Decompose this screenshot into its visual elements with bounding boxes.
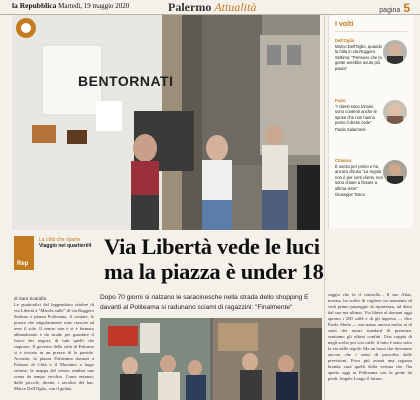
- section-title: [168, 0, 256, 15]
- rep-badge-label: Rep: [17, 261, 29, 267]
- sidebar-item-name: Chianca: [335, 158, 352, 163]
- kicker: [39, 237, 97, 249]
- sidebar-item-text: [335, 38, 383, 71]
- article-subheadline: Dopo 70 giorni si rialzano le saracinesche nella strada dello shopping E davanti al Politeama si radunano sciami di ragazzini: "Finalmente": [100, 294, 309, 311]
- page-number-value: 5: [403, 1, 410, 15]
- rep-badge: [14, 236, 34, 270]
- column-divider: [324, 15, 325, 400]
- masthead-title: la Repubblica: [12, 1, 57, 10]
- article-photos: [100, 318, 322, 400]
- sidebar-item-fazio: [329, 94, 413, 154]
- article-headline: Via Libertà vede le luci ma la piazza è under 18: [104, 234, 324, 284]
- sidebar-title: I volti: [335, 21, 407, 32]
- sidebar-item-name: Dell'Oglio: [335, 38, 355, 43]
- kicker-episode: Viaggio nei quartieri/4: [39, 243, 92, 249]
- sidebar-item-quote: È uscito per primo e ha ancora chiuso "La regola non è per certi clienti, non sono chiare a fissare a ultima vista": [335, 163, 383, 191]
- page-number: [379, 1, 410, 15]
- sidebar-item-text: [335, 158, 383, 198]
- sidebar-item-quote: Marco Dell'Oglio, quando la folla in via Ruggero Settimo: "Pensavo che la gente avrebbe avuto più paura": [335, 43, 382, 71]
- sidebar-item-chianca: [329, 154, 413, 214]
- hero-photo-scene: [12, 15, 320, 230]
- shop-sign-text: BENTORNATI: [78, 73, 174, 89]
- hero-photo: [12, 15, 320, 230]
- article-body-left: Le quattordici del leggendario ottobre di via Libertà a "Marchi sulle" di via Ruggero Settimo e piazza Politeama. A contare, le piazze che singolarmente sono riuscite ad aver il sole. Il centro non è si è fermato abbandonato e da strade per guardare il fuoco dei negozi, di tutti quelli che riaprono. Il governo della città di Palermo si è trovato in un prezzo di la preside. Accanto, la piazza Politeama davanti a Palazzo di Città e il Massimo a largo vetrine: la mappa del centro sembra una scena da tempo vecchio. Come entrano, dalle piccole, dirette, i tavolini del bar: Marco Dell'Oglio, con il gelato.: [14, 302, 94, 391]
- portrait-photo: [383, 40, 407, 64]
- portrait-photo: [383, 160, 407, 184]
- article-body-right: saggio che fa il controllo... Il suo Alias, mostra, ha scelto di cogliere un momento di vedi primo passeggio di ripartenza, ad detto dal suo ma ultimo. Via libera al domani oggi aprono i 200 caffè e di gli ingressi — dice Paolo Abela — ma siamo ancora molto ai di sotto dei nostri standard di presenze, sentiamo gli ultimi confini. Una coppia di negli scelte poi con caffè, il fatto è stato sotto la via nelle regole. Ma un lusso che dovranno ancora che i sensi di prescelta dalle previsioni. Poco più avanti una ragazza bionda cura quelli della vetrina che l'ha aperto oggi in Politeama con la gente da piedi. Angela Longo il futuro.: [328, 292, 412, 381]
- section-city: Palermo: [168, 0, 212, 14]
- sidebar-item-author: Paola Salamone: [335, 126, 366, 132]
- sidebar-faces: [328, 15, 413, 228]
- kicker-series: La città che riparte: [39, 237, 81, 243]
- sidebar-item-name: Fazio: [335, 98, 346, 103]
- page-label: pagina: [379, 7, 401, 14]
- photo-strip: [100, 318, 322, 400]
- issue-date: Martedì, 19 maggio 2020: [58, 2, 130, 10]
- sidebar-item-delloglio: [329, 34, 413, 94]
- sidebar-item-author: Giuseppe Tosco: [335, 192, 365, 197]
- byline: di Sara Scarafia: [14, 296, 47, 301]
- page-header: [0, 0, 420, 15]
- portrait-photo: [383, 100, 407, 124]
- sidebar-item-text: [335, 98, 383, 132]
- section-subtitle: Attualità: [214, 0, 257, 14]
- sidebar-item-quote: "I clienti sono tornati, sono contenti anche le spose che non hanno perso il dress code": [335, 103, 377, 125]
- masthead: [12, 1, 129, 10]
